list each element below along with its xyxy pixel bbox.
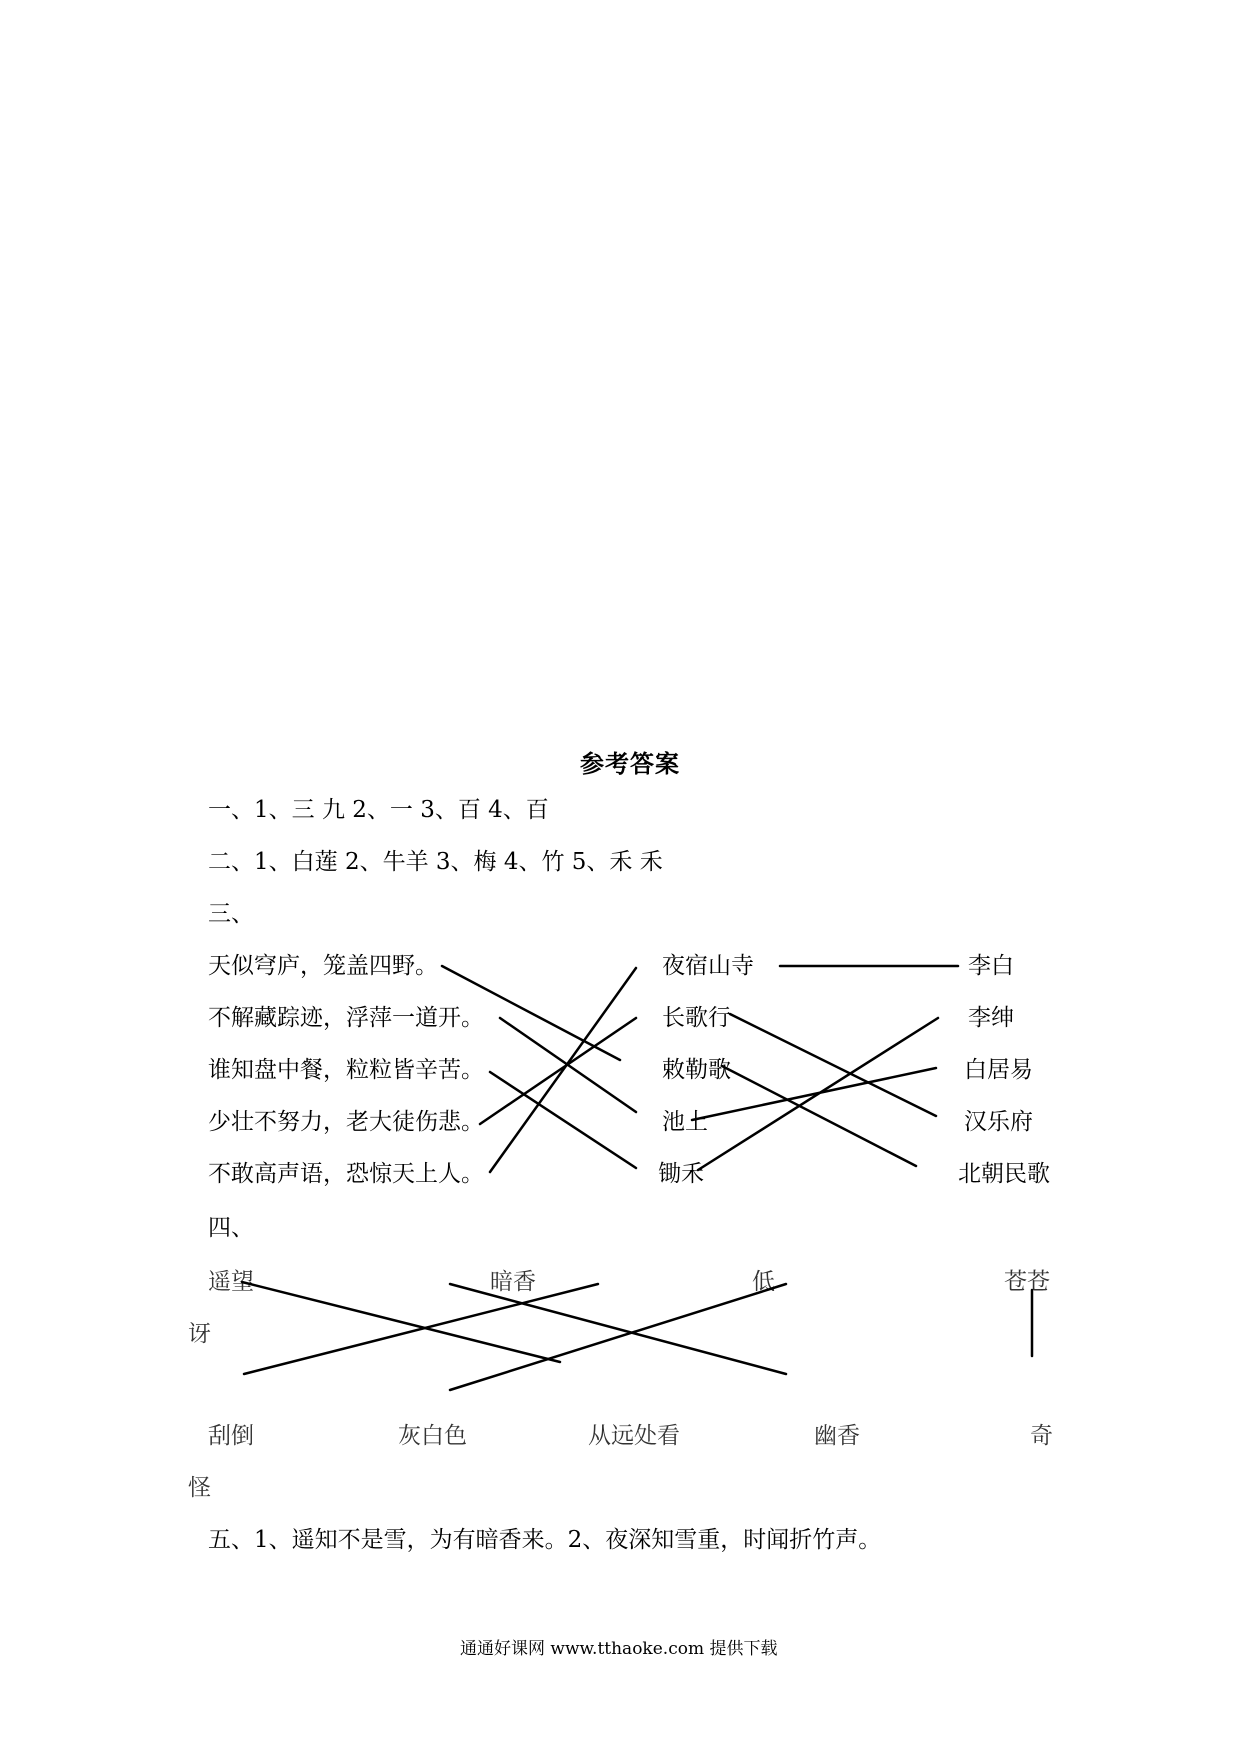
- match-line: [698, 1018, 938, 1170]
- answer-1: 一、1、三 九 2、一 3、百 4、百: [208, 797, 549, 823]
- word-top: 遥望: [208, 1269, 254, 1295]
- verse-line: 天似穹庐，笼盖四野。: [208, 953, 438, 979]
- poem-title: 锄禾: [658, 1161, 704, 1187]
- match-line: [242, 1282, 560, 1362]
- poem-title: 夜宿山寺: [662, 953, 754, 979]
- word-bottom-wrap: 怪: [188, 1475, 211, 1501]
- verse-line: 不解藏踪迹，浮萍一道开。: [208, 1005, 484, 1031]
- answer-5: 五、1、遥知不是雪，为有暗香来。2、夜深知雪重，时闻折竹声。: [208, 1527, 882, 1553]
- poem-author: 李绅: [968, 1005, 1014, 1031]
- poem-author: 李白: [968, 953, 1014, 979]
- word-top: 苍苍: [1004, 1269, 1050, 1295]
- poem-title: 长歌行: [662, 1005, 731, 1031]
- match-line: [450, 1284, 786, 1390]
- answer-4-label: 四、: [208, 1215, 254, 1241]
- word-bottom: 刮倒: [208, 1423, 254, 1449]
- poem-title: 敕勒歌: [662, 1057, 731, 1083]
- poem-author: 北朝民歌: [958, 1161, 1050, 1187]
- word-bottom: 灰白色: [398, 1423, 467, 1449]
- word-bottom: 奇: [1030, 1423, 1053, 1449]
- page-title: 参考答案: [580, 749, 680, 778]
- word-top-wrap: 讶: [188, 1321, 211, 1347]
- word-bottom: 幽香: [814, 1423, 860, 1449]
- verse-line: 谁知盘中餐，粒粒皆辛苦。: [208, 1057, 484, 1083]
- match-line: [490, 1072, 636, 1168]
- match-line: [722, 1066, 916, 1166]
- page-footer: 通通好课网 www.tthaoke.com 提供下载: [460, 1639, 778, 1659]
- poem-author: 白居易: [964, 1057, 1033, 1083]
- verse-line: 不敢高声语，恐惊天上人。: [208, 1161, 484, 1187]
- match-line: [450, 1284, 786, 1374]
- poem-author: 汉乐府: [964, 1109, 1033, 1135]
- match-line: [480, 1018, 636, 1124]
- answer-3-label: 三、: [208, 901, 254, 927]
- match-line: [490, 968, 636, 1172]
- answer-2: 二、1、白莲 2、牛羊 3、梅 4、竹 5、禾 禾: [208, 849, 663, 875]
- word-bottom: 从远处看: [588, 1423, 680, 1449]
- match-line: [730, 1014, 936, 1116]
- poem-title: 池上: [662, 1109, 708, 1135]
- verse-line: 少壮不努力，老大徒伤悲。: [208, 1109, 484, 1135]
- word-top: 低: [752, 1269, 775, 1295]
- word-top: 暗香: [490, 1269, 536, 1295]
